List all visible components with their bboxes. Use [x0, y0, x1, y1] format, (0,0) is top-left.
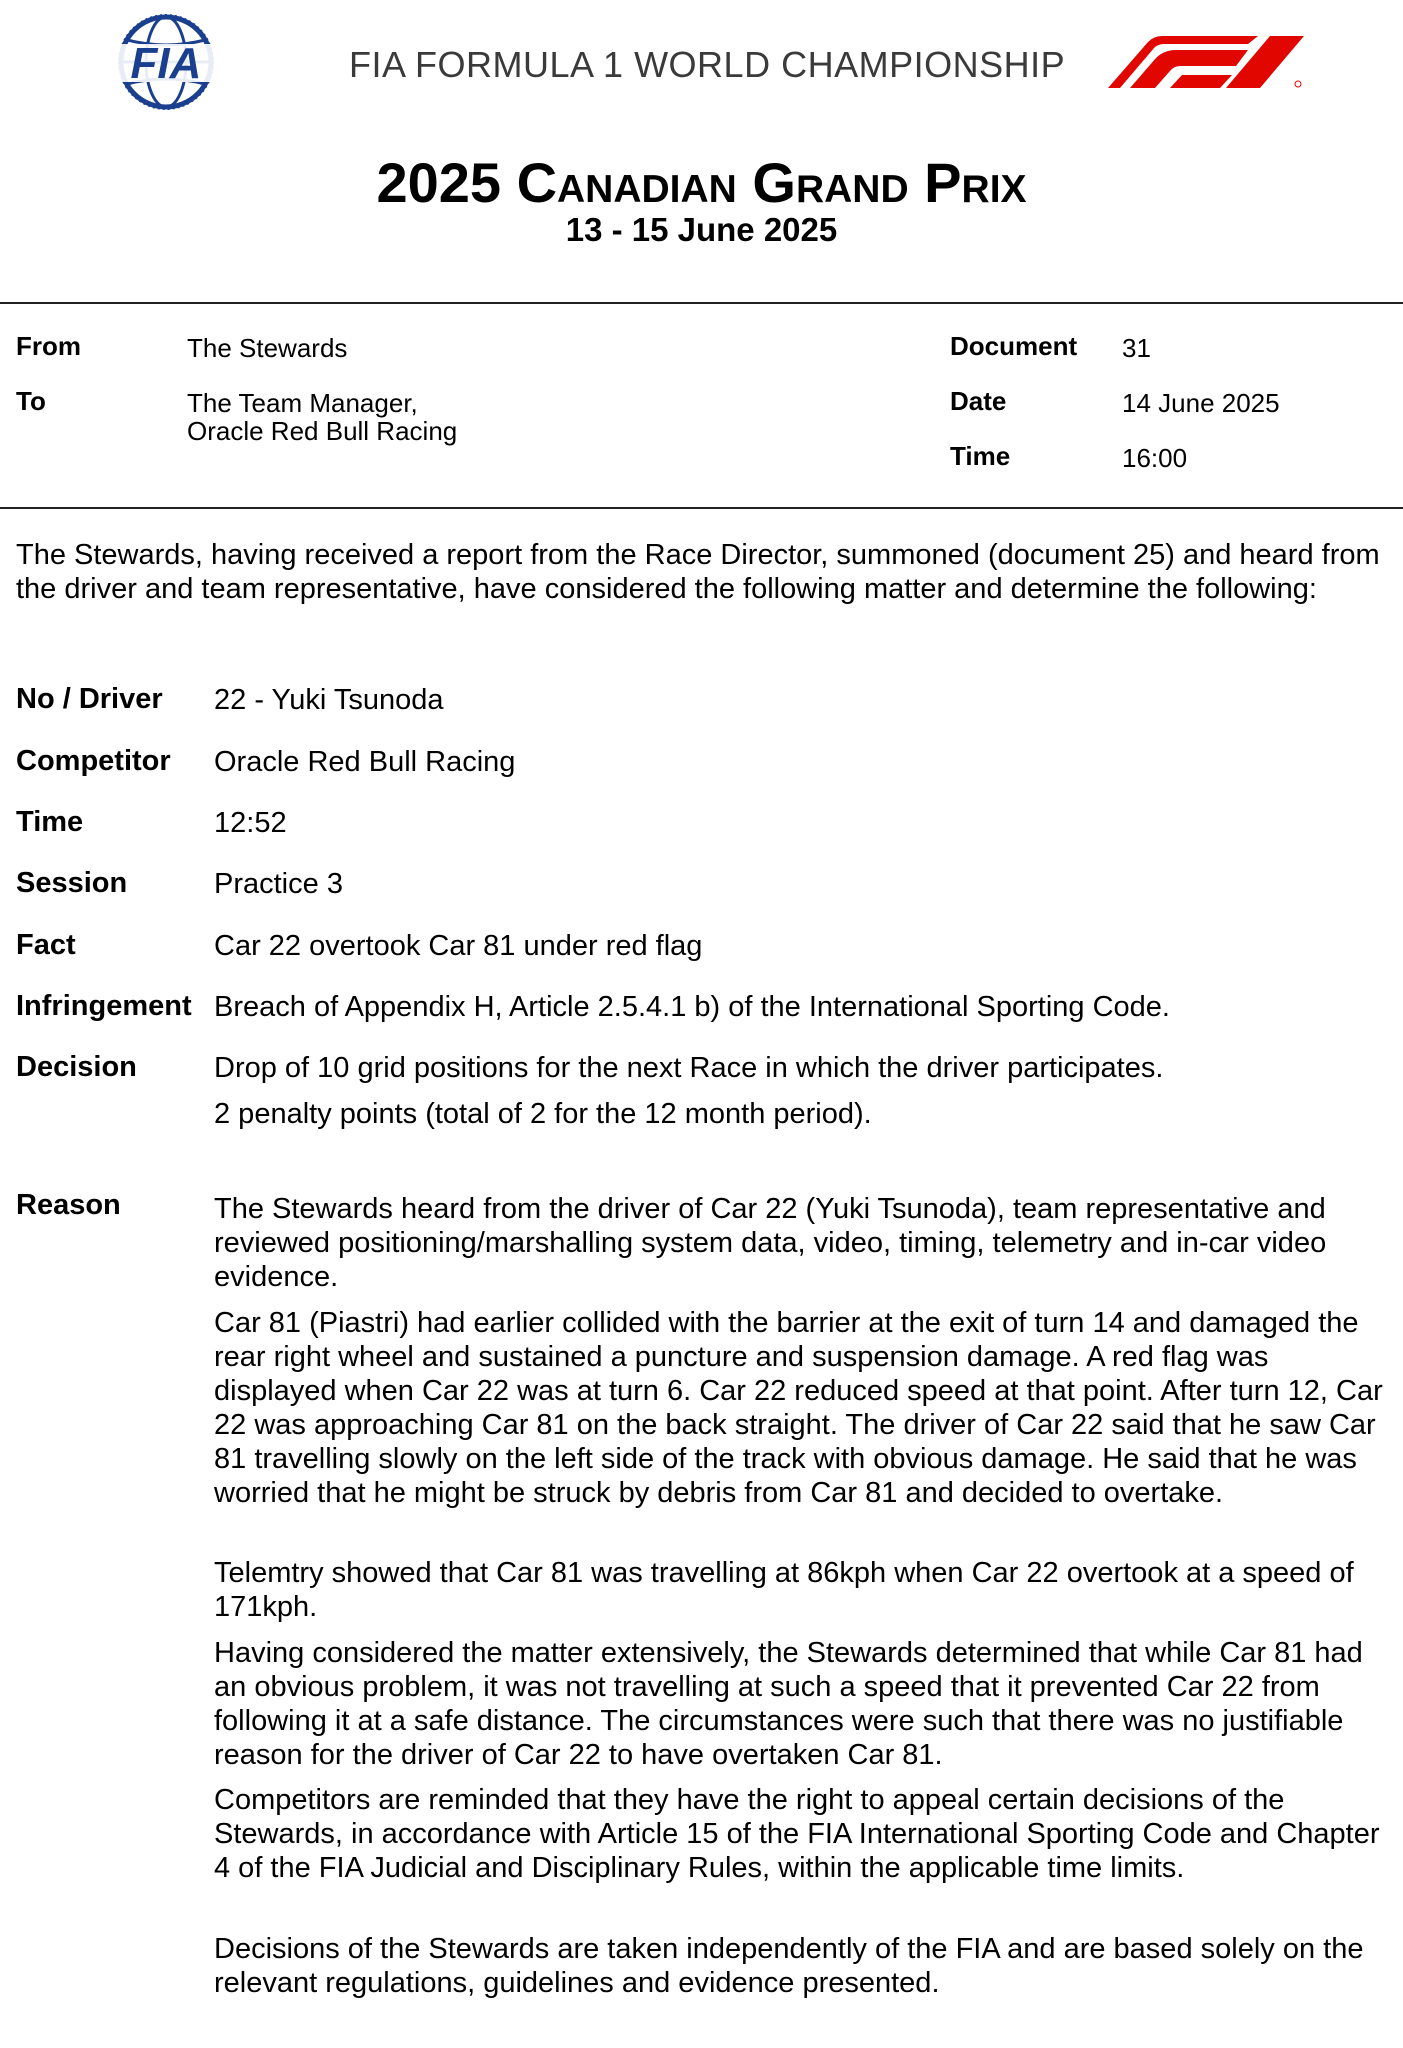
from-label: From: [16, 331, 81, 361]
reason-paragraph-1: The Stewards heard from the driver of Car 22 (Yuki Tsunoda), team representative and reviewed positioning/marshalling system data, video, timing, telemetry and in-car video evidence.: [214, 1193, 1327, 1293]
date-label: Date: [950, 386, 1007, 416]
time-value: 16:00: [1122, 443, 1188, 473]
event-dates: 13 - 15 June 2025: [565, 211, 838, 248]
fia-logo: [96, 14, 236, 110]
driver-label: No / Driver: [16, 683, 163, 715]
svg-text:FIA: FIA: [130, 39, 202, 88]
reason-paragraph-3: Telemtry showed that Car 81 was travelling at 86kph when Car 22 overtook at a speed of 171kph.: [214, 1557, 1354, 1623]
decision-line-2: 2 penalty points (total of 2 for the 12 month period).: [214, 1098, 872, 1130]
driver-value: 22 - Yuki Tsunoda: [214, 684, 444, 716]
date-value: 14 June 2025: [1122, 388, 1280, 418]
championship-title: FIA FORMULA 1 WORLD CHAMPIONSHIP: [349, 44, 1066, 85]
decision-line-1: Drop of 10 grid positions for the next Race in which the driver participates.: [214, 1052, 1164, 1084]
document-value: 31: [1122, 333, 1151, 363]
time-value-row: 12:52: [214, 807, 287, 839]
f1-logo: [1108, 36, 1304, 88]
event-title: [0, 150, 1403, 215]
session-value: Practice 3: [214, 868, 343, 900]
time-label-row: Time: [16, 806, 84, 838]
fact-value: Car 22 overtook Car 81 under red flag: [214, 930, 703, 962]
intro-paragraph: The Stewards, having received a report from the Race Director, summoned (document 25) and heard from the driver and team representative, have considered the following matter and determine the following:: [16, 539, 1380, 605]
to-value-line1: The Team Manager,: [187, 388, 418, 418]
from-value: The Stewards: [187, 333, 348, 363]
time-label: Time: [950, 441, 1011, 471]
to-value: [187, 389, 457, 445]
decision-label: Decision: [16, 1051, 137, 1083]
competitor-label: Competitor: [16, 745, 171, 777]
session-label: Session: [16, 867, 128, 899]
competitor-value: Oracle Red Bull Racing: [214, 746, 516, 778]
event-title-name: Canadian Grand Prix: [516, 151, 1027, 214]
reason-label: Reason: [16, 1189, 121, 1221]
infringement-label: Infringement: [16, 990, 192, 1022]
event-title-year: 2025: [376, 151, 502, 214]
reason-paragraph-5: Competitors are reminded that they have the right to appeal certain decisions of the Stewards, in accordance with Article 15 of the FIA International Sporting Code and Chapter 4 of the FIA Judicial and Disciplinary Rules, within the applicable time limits.: [214, 1784, 1380, 1884]
divider-top: [0, 302, 1403, 304]
footer-note: Decisions of the Stewards are taken independently of the FIA and are based solely on the relevant regulations, guidelines and evidence presented.: [214, 1933, 1364, 1999]
to-value-line2: Oracle Red Bull Racing: [187, 416, 458, 446]
divider-bottom: [0, 507, 1403, 509]
reason-paragraph-2: Car 81 (Piastri) had earlier collided with the barrier at the exit of turn 14 and damaged the rear right wheel and sustained a puncture and suspension damage. A red flag was displayed when Car 22 was at turn 6. Car 22 reduced speed at that point. After turn 12, Car 22 was approaching Car 81 on the back straight. The driver of Car 22 said that he saw Car 81 travelling slowly on the left side of the track with obvious damage. He said that he was worried that he might be struck by debris from Car 81 and decided to overtake.: [214, 1307, 1383, 1509]
document-label: Document: [950, 331, 1078, 361]
reason-paragraph-4: Having considered the matter extensively, the Stewards determined that while Car 81 had an obvious problem, it was not travelling at such a speed that it prevented Car 22 from following it at a safe distance. The circumstances were such that there was no justifiable reason for the driver of Car 22 to have overtaken Car 81.: [214, 1637, 1363, 1771]
infringement-value: Breach of Appendix H, Article 2.5.4.1 b) of the International Sporting Code.: [214, 991, 1170, 1023]
fact-label: Fact: [16, 929, 76, 961]
to-label: To: [16, 386, 46, 416]
